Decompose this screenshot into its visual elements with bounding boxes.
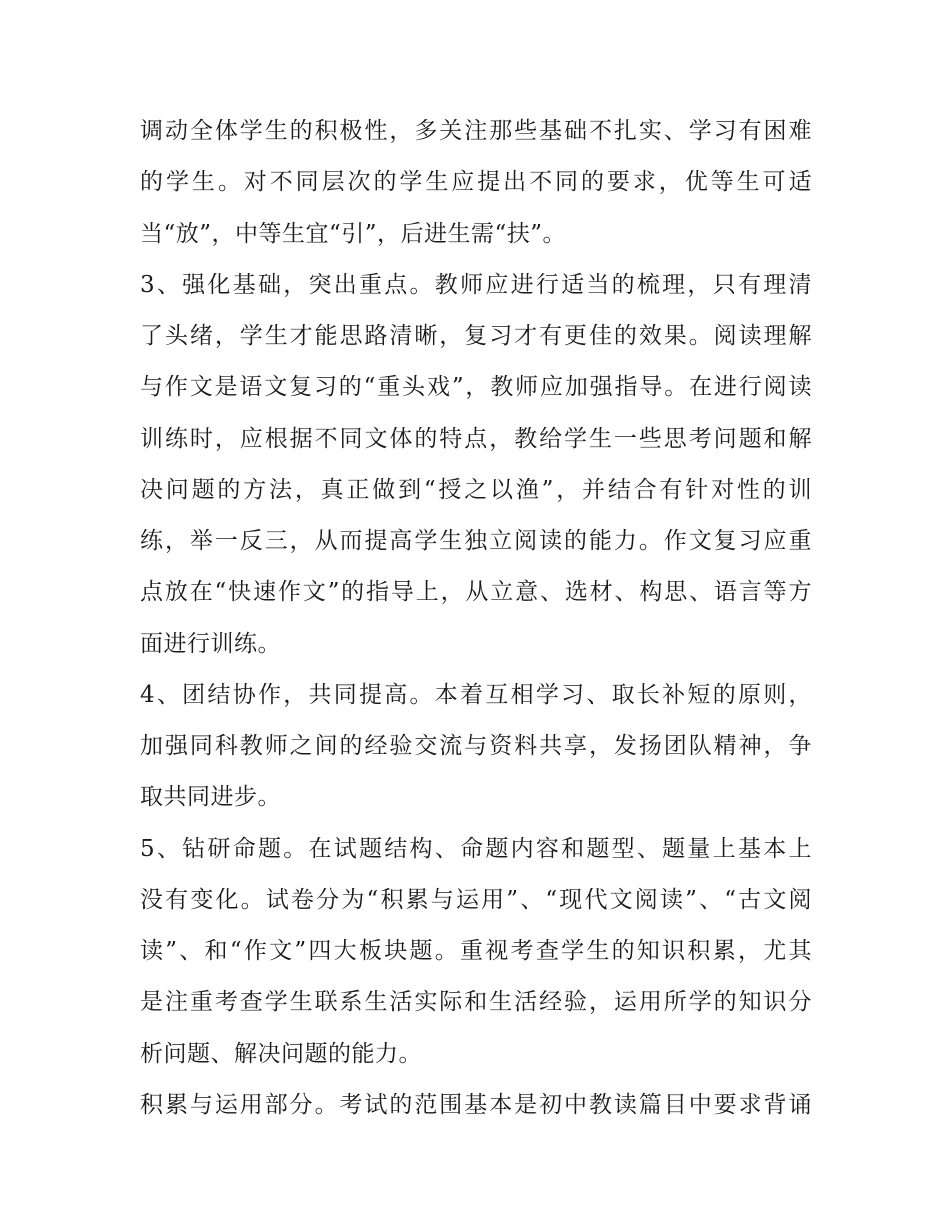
text-line: 积累与运用部分。考试的范围基本是初中教读篇目中要求背诵 bbox=[140, 1091, 812, 1118]
text-line: 当“放”，中等生宜“引”，后进生需“扶”。 bbox=[140, 220, 567, 247]
text-line: 调动全体学生的积极性，多关注那些基础不扎实、学习有困难 bbox=[140, 118, 812, 144]
text-line: 面进行训练。 bbox=[140, 630, 281, 657]
text-line: 点放在“快速作文”的指导上，从立意、选材、构思、语言等方 bbox=[140, 579, 812, 606]
text-line: 了头绪，学生才能思路清晰，复习才有更佳的效果。阅读理解 bbox=[140, 323, 812, 349]
text-line: 取共同进步。 bbox=[140, 784, 281, 811]
text-line: 没有变化。试卷分为“积累与运用”、“现代文阅读”、“古文阅 bbox=[140, 886, 812, 913]
text-line: 3、强化基础，突出重点。教师应进行适当的梳理，只有理清 bbox=[140, 271, 812, 298]
text-line: 与作文是语文复习的“重头戏”，教师应加强指导。在进行阅读 bbox=[140, 374, 812, 401]
text-line: 加强同科教师之间的经验交流与资料共享，发扬团队精神，争 bbox=[140, 733, 812, 759]
text-line: 4、团结协作，共同提高。本着互相学习、取长补短的原则， bbox=[140, 681, 812, 708]
text-line: 决问题的方法，真正做到“授之以渔”，并结合有针对性的训 bbox=[140, 476, 812, 503]
text-line: 训练时，应根据不同文体的特点，教给学生一些思考问题和解 bbox=[140, 425, 812, 452]
text-line: 5、钻研命题。在试题结构、命题内容和题型、题量上基本上 bbox=[140, 835, 812, 862]
text-line: 读”、和“作文”四大板块题。重视考查学生的知识积累，尤其 bbox=[140, 938, 812, 964]
document-body bbox=[140, 106, 812, 1131]
text-line: 的学生。对不同层次的学生应提出不同的要求，优等生可适 bbox=[140, 169, 812, 196]
text-line: 练，举一反三，从而提高学生独立阅读的能力。作文复习应重 bbox=[140, 528, 812, 554]
text-line: 析问题、解决问题的能力。 bbox=[140, 1040, 422, 1067]
text-line: 是注重考查学生联系生活实际和生活经验，运用所学的知识分 bbox=[140, 989, 812, 1016]
